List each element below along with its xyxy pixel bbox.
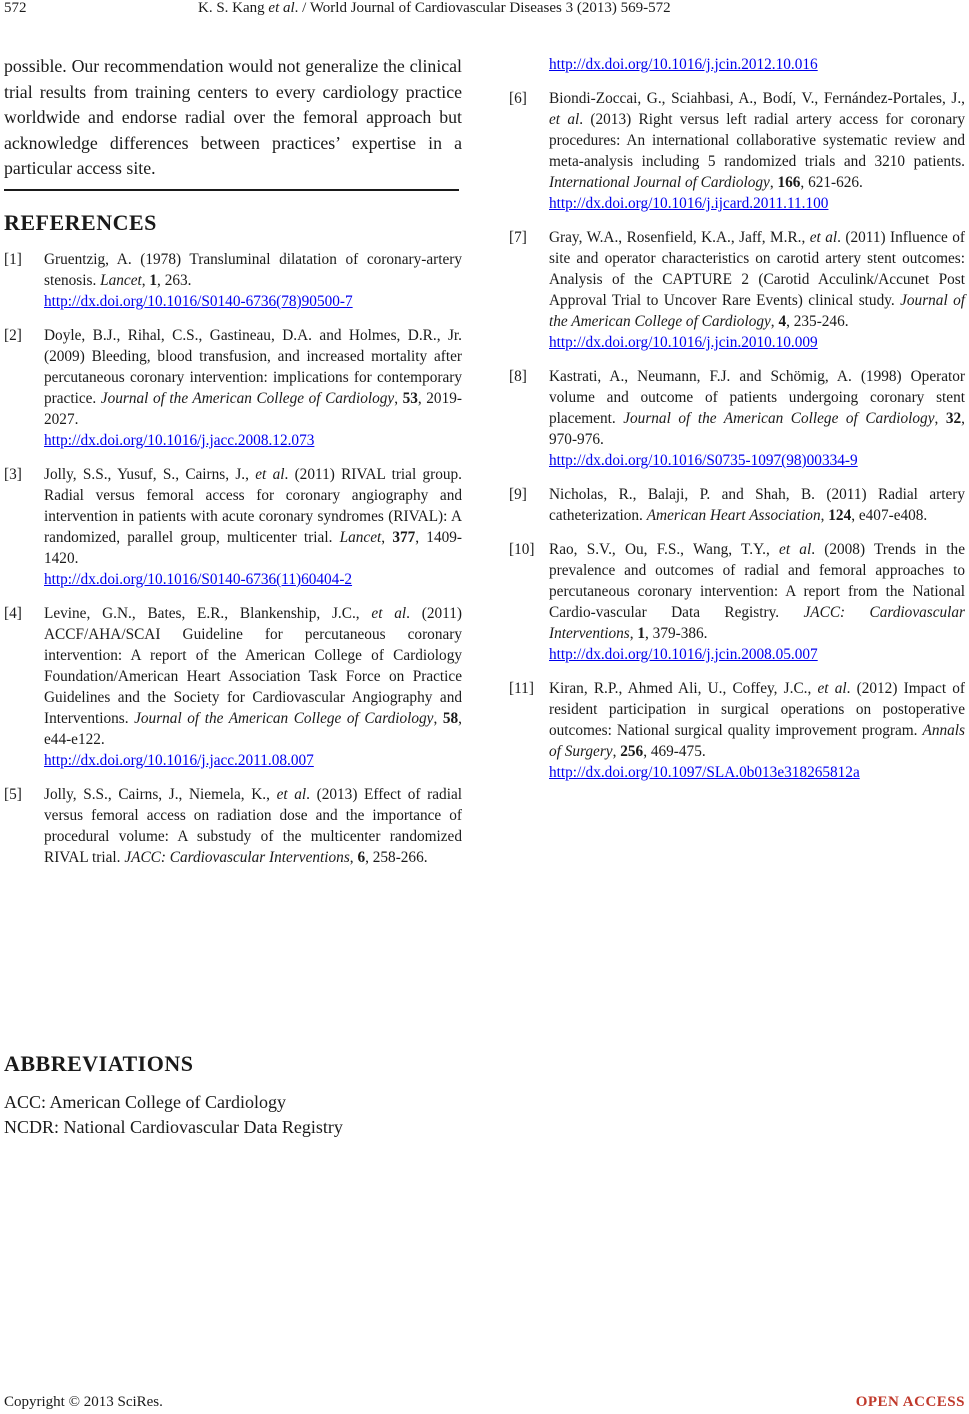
doi-link[interactable]: http://dx.doi.org/10.1016/j.jacc.2008.12.073 — [44, 432, 315, 449]
references-list-left — [4, 249, 462, 881]
reference-pages: , 258-266. — [365, 849, 428, 866]
reference-authors: Kastrati, A., Neumann, F.J. and Schömig, A. (1998) Operator volume and outcome of patients undergoing coronary stent placement. — [549, 368, 965, 427]
reference-journal: Journal of the American College of Cardiology — [623, 410, 935, 427]
reference-item: [4] Levine, G.N., Bates, E.R., Blankenship, J.C., et al. (2011) ACCF/AHA/SCAI Guideline for percutaneous coronary intervention: A report of the American College of Cardiology Foundation/American Heart Association Task Force on Practice Guidelines and the Society for Cardiovascular Angiography and Interventions. Journal of the American College of Cardiology, 58, e44-e122. http://dx.doi.org/10.1016/j.jacc.2011.08.007 — [4, 605, 462, 769]
doi-link[interactable]: http://dx.doi.org/10.1016/S0140-6736(78)90500-7 — [44, 293, 353, 310]
reference-authors: Levine, G.N., Bates, E.R., Blankenship, J.C., — [44, 605, 372, 622]
reference-authors: Rao, S.V., Ou, F.S., Wang, T.Y., — [549, 541, 780, 558]
reference-authors: Jolly, S.S., Yusuf, S., Cairns, J., — [44, 466, 256, 483]
reference-item: [8] Kastrati, A., Neumann, F.J. and Schömig, A. (1998) Operator volume and outcome of patients undergoing coronary stent placement. Journal of the American College of Cardiology, 32, 970-976. http://dx.doi.org/10.1016/S0735-1097(98)00334-9 — [509, 368, 965, 469]
running-header — [198, 0, 671, 17]
reference-details: . (2011) ACCF/AHA/SCAI Guideline for percutaneous coronary intervention: A report of the American College of Cardiology Foundation/American Heart Association Task Force on Practice Guidelines and the Society for Cardiovascular Angiography and Interventions. — [44, 605, 462, 727]
reference-number: [10] — [509, 541, 535, 558]
reference-journal: International Journal of Cardiology — [549, 174, 770, 191]
intro-column — [4, 54, 462, 182]
page-number: 572 — [4, 0, 27, 16]
header-authors: K. S. Kang — [198, 0, 265, 16]
reference-volume: 256 — [620, 743, 644, 760]
reference-journal: JACC: Cardiovascular Interventions — [124, 849, 350, 866]
reference-details: . (2011) RIVAL trial group. Radial versus femoral access for coronary angiography and intervention in patients with acute coronary syndromes (RIVAL): A randomized, parallel group, multicenter trial. — [44, 466, 463, 546]
references-list-right — [509, 54, 965, 796]
reference-authors: Gray, W.A., Rosenfield, K.A., Jaff, M.R., — [549, 229, 810, 246]
reference-pages: , 469-475. — [643, 743, 706, 760]
reference-item: [2] Doyle, B.J., Rihal, C.S., Gastineau, D.A. and Holmes, D.R., Jr. (2009) Bleeding, blood transfusion, and increased mortality after percutaneous coronary intervention: implications for contemporary practice. Journal of the American College of Cardiology, 53, 2019-2027. http://dx.doi.org/10.1016/j.jacc.2008.12.073 — [4, 327, 462, 449]
reference-volume: 32 — [945, 410, 962, 427]
reference-journal: American Heart Association — [646, 507, 821, 524]
reference-et-al: et al — [817, 680, 847, 697]
reference-journal: Lancet — [100, 272, 142, 289]
reference-et-al: et al — [371, 605, 407, 622]
reference-item: [11] Kiran, R.P., Ahmed Ali, U., Coffey, J.C., et al. (2012) Impact of resident participation in surgical operations on postoperative outcomes: National surgical quality improvement program. Annals of Surgery, 256, 469-475. http://dx.doi.org/10.1097/SLA.0b013e318265812a — [509, 680, 965, 781]
reference-number: [6] — [509, 90, 527, 107]
doi-link[interactable]: http://dx.doi.org/10.1097/SLA.0b013e318265812a — [549, 764, 860, 781]
copyright-notice: Copyright © 2013 SciRes. — [4, 1394, 163, 1410]
doi-link[interactable]: http://dx.doi.org/10.1016/j.jcin.2008.05.007 — [549, 646, 818, 663]
reference-journal: Journal of the American College of Cardiology — [549, 292, 965, 330]
reference-item: [3] Jolly, S.S., Yusuf, S., Cairns, J., et al. (2011) RIVAL trial group. Radial versus femoral access for coronary angiography and intervention in patients with acute coronary syndromes (RIVAL): A randomized, parallel group, multicenter trial. Lancet, 377, 1409-1420. http://dx.doi.org/10.1016/S0140-6736(11)60404-2 — [4, 466, 463, 588]
reference-volume: 124 — [828, 507, 852, 524]
reference-pages: , 621-626. — [800, 174, 863, 191]
doi-link[interactable]: http://dx.doi.org/10.1016/S0735-1097(98)00334-9 — [549, 452, 858, 469]
reference-number: [1] — [4, 251, 22, 268]
reference-journal: Journal of the American College of Cardiology — [100, 390, 395, 407]
reference-authors: Gruentzig, A. (1978) Transluminal dilatation of coronary-artery stenosis. — [44, 251, 462, 289]
reference-pages: , 235-246. — [786, 313, 849, 330]
section-divider — [4, 189, 459, 191]
reference-pages: , 970-976. — [549, 410, 965, 448]
reference-pages: , 1409-1420. — [44, 529, 462, 567]
reference-number: [3] — [4, 466, 22, 483]
reference-journal: Annals of Surgery — [549, 722, 965, 760]
reference-pages: , 379-386. — [645, 625, 708, 642]
reference-volume: 53 — [402, 390, 418, 407]
header-journal: . / World Journal of Cardiovascular Diseases 3 (2013) 569-572 — [294, 0, 671, 16]
reference-authors: Doyle, B.J., Rihal, C.S., Gastineau, D.A. and Holmes, D.R., Jr. (2009) Bleeding, blood transfusion, and increased mortality after percutaneous coronary intervention: implications for contemporary practice. — [44, 327, 462, 407]
reference-volume: 166 — [777, 174, 801, 191]
reference-number: [8] — [509, 368, 527, 385]
reference-number: [7] — [509, 229, 527, 246]
reference-number: [11] — [509, 680, 534, 697]
reference-journal: Journal of the American College of Cardiology — [134, 710, 434, 727]
reference-details: . (2013) Effect of radial versus femoral access on radiation dose and the importance of procedural volume: A substudy of the multicenter randomized RIVAL trial. — [44, 786, 462, 866]
reference-volume: 1 — [149, 272, 158, 289]
reference-item: [7] Gray, W.A., Rosenfield, K.A., Jaff, M.R., et al. (2011) Influence of site and operator characteristics on carotid artery stent outcomes: Analysis of the CAPTURE 2 (Carotid Acculink/Accunet Post Approval Trial to Uncover Rare Events) clinical study. Journal of the American College of Cardiology, 4, 235-246. http://dx.doi.org/10.1016/j.jcin.2010.10.009 — [509, 229, 965, 351]
abbreviations-heading: ABBREVIATIONS — [4, 1051, 194, 1076]
reference-details: . (2013) Right versus left radial artery access for coronary procedures: An international collaborative systematic review and meta-analysis including 5 randomized trials and 3210 patients. — [549, 111, 965, 170]
reference-pages: , 263. — [157, 272, 192, 289]
reference-authors: Biondi-Zoccai, G., Sciahbasi, A., Bodí, V., Fernández-Portales, J., — [549, 90, 965, 107]
open-access-badge: OPEN ACCESS — [855, 1394, 965, 1410]
reference-journal: JACC: Cardiovascular Interventions — [549, 604, 965, 642]
reference-volume: 6 — [357, 849, 366, 866]
reference-et-al: et al — [779, 541, 812, 558]
reference-number: [4] — [4, 605, 22, 622]
abbreviation-item: NCDR: National Cardiovascular Data Registry — [4, 1117, 343, 1137]
reference-et-al: et al — [276, 786, 307, 803]
header-et-al: et al — [268, 0, 295, 16]
reference-pages: , 2019-2027. — [44, 390, 462, 428]
reference-pages: , e44-e122. — [44, 710, 462, 748]
abbreviations-list — [4, 1090, 343, 1140]
intro-paragraph: possible. Our recommendation would not generalize the clinical trial results from training centers to every cardiology practice worldwide and endorse radial over the femoral approach but acknowledge differences between practices’ expertise in a particular access site. — [4, 56, 462, 178]
doi-link[interactable]: http://dx.doi.org/10.1016/S0140-6736(11)60404-2 — [44, 571, 353, 588]
reference-item: [9] Nicholas, R., Balaji, P. and Shah, B. (2011) Radial artery catheterization. American Heart Association, 124, e407-e408. — [509, 486, 965, 524]
reference-authors: Nicholas, R., Balaji, P. and Shah, B. (2011) Radial artery catheterization. — [549, 486, 965, 524]
reference-volume: 58 — [442, 710, 459, 727]
reference-pages: , e407-e408. — [851, 507, 928, 524]
reference-number: [2] — [4, 327, 22, 344]
references-heading: REFERENCES — [4, 210, 157, 235]
reference-details: . (2008) Trends in the prevalence and outcomes of radial and femoral approaches to percutaneous coronary intervention: A report from the National Cardio-vascular Data Registry. — [549, 541, 965, 621]
reference-details: . (2011) Influence of site and operator characteristics on carotid artery stent outcomes: Analysis of the CAPTURE 2 (Carotid Acculink/Accunet Post Approval Trial to Uncover Rare Events) clinical study. — [549, 229, 965, 309]
reference-number: [5] — [4, 786, 22, 803]
reference-volume: 4 — [778, 313, 787, 330]
reference-et-al: et al — [809, 229, 838, 246]
reference-item: [5] Jolly, S.S., Cairns, J., Niemela, K., et al. (2013) Effect of radial versus femoral access on radiation dose and the importance of procedural volume: A substudy of the multicenter randomized RIVAL trial. JACC: Cardiovascular Interventions, 6, 258-266. — [4, 786, 462, 866]
abbreviation-item: ACC: American College of Cardiology — [4, 1092, 286, 1112]
reference-item — [509, 54, 965, 75]
reference-item: [1] Gruentzig, A. (1978) Transluminal dilatation of coronary-artery stenosis. Lancet, 1, 263. http://dx.doi.org/10.1016/S0140-6736(78)90500-7 — [4, 251, 462, 310]
reference-authors: Kiran, R.P., Ahmed Ali, U., Coffey, J.C., — [549, 680, 818, 697]
reference-journal: Lancet — [339, 529, 382, 546]
reference-item: [6] Biondi-Zoccai, G., Sciahbasi, A., Bodí, V., Fernández-Portales, J., et al. (2013) Right versus left radial artery access for coronary procedures: An international collaborative systematic review and meta-analysis including 5 randomized trials and 3210 patients. International Journal of Cardiology, 166, 621-626. http://dx.doi.org/10.1016/j.ijcard.2011.11.100 — [509, 90, 965, 212]
reference-item: [10] Rao, S.V., Ou, F.S., Wang, T.Y., et al. (2008) Trends in the prevalence and outcomes of radial and femoral approaches to percutaneous coronary intervention: A report from the National Cardio-vascular Data Registry. JACC: Cardiovascular Interventions, 1, 379-386. http://dx.doi.org/10.1016/j.jcin.2008.05.007 — [509, 541, 965, 663]
doi-link[interactable]: http://dx.doi.org/10.1016/j.jcin.2010.10.009 — [549, 334, 818, 351]
doi-link[interactable]: http://dx.doi.org/10.1016/j.jcin.2012.10.016 — [549, 56, 818, 73]
reference-number: [9] — [509, 486, 527, 503]
reference-volume: 1 — [637, 625, 646, 642]
reference-volume: 377 — [392, 529, 416, 546]
doi-link[interactable]: http://dx.doi.org/10.1016/j.jacc.2011.08.007 — [44, 752, 314, 769]
reference-et-al: et al — [549, 111, 580, 128]
reference-authors: Jolly, S.S., Cairns, J., Niemela, K., — [44, 786, 277, 803]
reference-et-al: et al — [255, 466, 285, 483]
doi-link[interactable]: http://dx.doi.org/10.1016/j.ijcard.2011.11.100 — [549, 195, 829, 212]
reference-details: . (2012) Impact of resident participation in surgical operations on postoperative outcomes: National surgical quality improvement program. — [549, 680, 965, 739]
